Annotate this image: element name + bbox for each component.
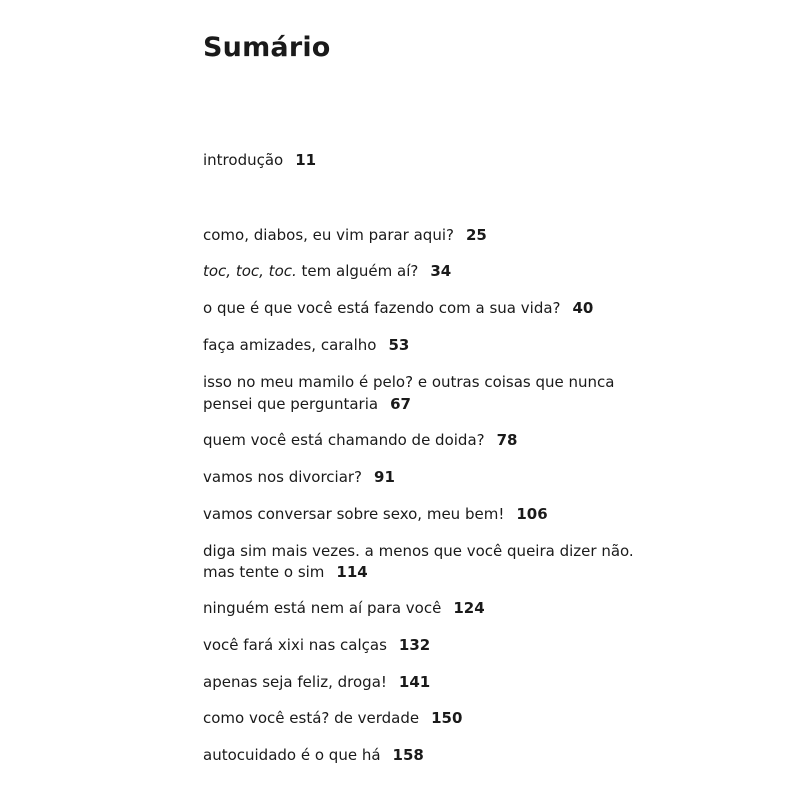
toc-page-number: 34 (430, 262, 452, 280)
toc-entry (203, 334, 623, 356)
toc-entry-introducao (203, 149, 623, 171)
toc-entry (203, 260, 623, 282)
toc-entry-title: faça amizades, caralho (203, 336, 377, 354)
page-title: Sumário (203, 32, 331, 63)
toc-page-number: 78 (496, 431, 518, 449)
toc-entry-title: você fará xixi nas calças (203, 636, 387, 654)
toc-entry (203, 503, 623, 525)
toc-page-number: 106 (516, 505, 548, 523)
toc-entry (203, 744, 623, 766)
toc-entry (203, 429, 623, 451)
toc-page-number: 158 (392, 746, 424, 764)
toc-entry-title: quem você está chamando de doida? (203, 431, 485, 449)
toc-page-number: 53 (388, 336, 410, 354)
toc-entry (203, 671, 623, 693)
toc-page-number: 25 (465, 226, 487, 244)
toc-entry-title: isso no meu mamilo é pelo? e outras coisas que nunca (203, 373, 615, 391)
toc-entry-continuation (203, 561, 623, 583)
toc-entry (203, 540, 634, 562)
toc-page-number: 91 (374, 468, 395, 486)
toc-entry-title: ninguém está nem aí para você (203, 599, 442, 617)
toc-entry-title: autocuidado é o que há (203, 746, 381, 764)
toc-entry-title: introdução (203, 151, 284, 169)
toc-entry (203, 634, 623, 656)
toc-page-number: 141 (398, 673, 431, 691)
toc-page-number: 150 (431, 709, 463, 727)
toc-entry-title: como você está? de verdade (203, 709, 420, 727)
toc-entry-title: vamos nos divorciar? (203, 468, 363, 486)
toc-entry-title: mas tente o sim (203, 563, 325, 581)
toc-entry-title: diga sim mais vezes. a menos que você queira dizer não. (203, 542, 634, 560)
toc-entry (203, 224, 623, 246)
toc-page-number: 67 (390, 395, 411, 413)
toc-entry (203, 597, 623, 619)
toc-page-number: 124 (453, 599, 485, 617)
toc-entry-title-italic: toc, toc, toc. (203, 262, 297, 280)
toc-entry (203, 297, 623, 319)
toc-entry-title: o que é que você está fazendo com a sua vida? (203, 299, 561, 317)
toc-page-number: 11 (295, 151, 317, 169)
toc-page-number: 114 (336, 563, 368, 581)
toc-page-number: 132 (398, 636, 431, 654)
toc-entry-title: pensei que perguntaria (203, 395, 379, 413)
toc-entry-title: apenas seja feliz, droga! (203, 673, 387, 691)
toc-entry-title: vamos conversar sobre sexo, meu bem! (203, 505, 505, 523)
toc-entry-continuation (203, 393, 623, 415)
toc-entry-title: tem alguém aí? (296, 262, 419, 280)
toc-page-number: 40 (572, 299, 594, 317)
toc-entry-title: como, diabos, eu vim parar aqui? (203, 226, 454, 244)
toc-entry (203, 466, 623, 488)
toc-entry (203, 371, 623, 393)
toc-entry (203, 707, 623, 729)
